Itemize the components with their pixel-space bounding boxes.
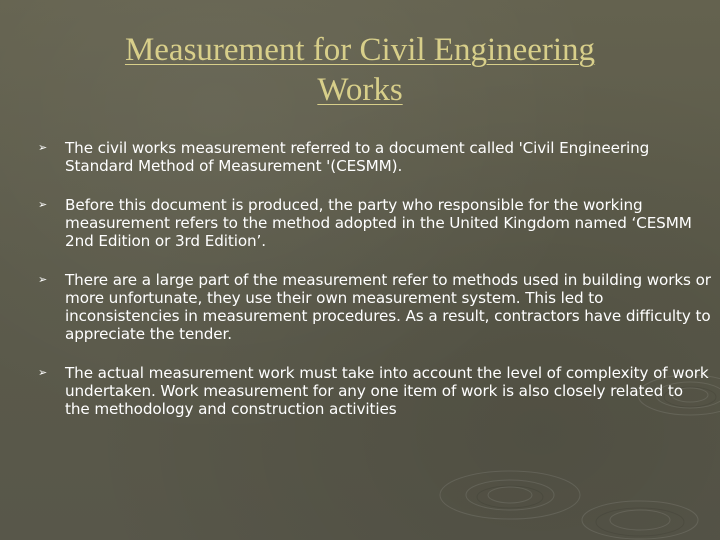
arrow-bullet-icon: ➢ bbox=[38, 141, 48, 154]
arrow-bullet-icon: ➢ bbox=[38, 273, 48, 286]
bullet-text: The civil works measurement referred to a document called 'Civil Engineering Standard Method of Measurement '(CESMM). bbox=[65, 139, 650, 175]
slide-title-line-1: Measurement for Civil Engineering bbox=[124, 32, 596, 68]
slide-title bbox=[20, 30, 700, 110]
bullet-item-before-document bbox=[38, 196, 712, 250]
bullet-text: The actual measurement work must take into account the level of complexity of work undertaken. Work measurement for any one item of work is also closely related to the methodology and construction activities bbox=[65, 364, 709, 418]
bullet-list bbox=[38, 139, 712, 439]
arrow-bullet-icon: ➢ bbox=[38, 198, 48, 211]
slide-title-line-2: Works bbox=[317, 72, 403, 108]
arrow-bullet-icon: ➢ bbox=[38, 366, 48, 379]
bullet-item-inconsistencies bbox=[38, 271, 712, 343]
bullet-text: There are a large part of the measurement refer to methods used in building works or more unfortunate, they use their own measurement system. This led to inconsistencies in measurement procedures. As a result, contractors have difficulty to appreciate the tender. bbox=[65, 271, 711, 343]
bullet-text: Before this document is produced, the party who responsible for the working measurement refers to the method adopted in the United Kingdom named ‘CESMM 2nd Edition or 3rd Edition’. bbox=[65, 196, 692, 250]
bullet-item-complexity bbox=[38, 364, 712, 418]
bullet-item-cesmm-document bbox=[38, 139, 712, 175]
